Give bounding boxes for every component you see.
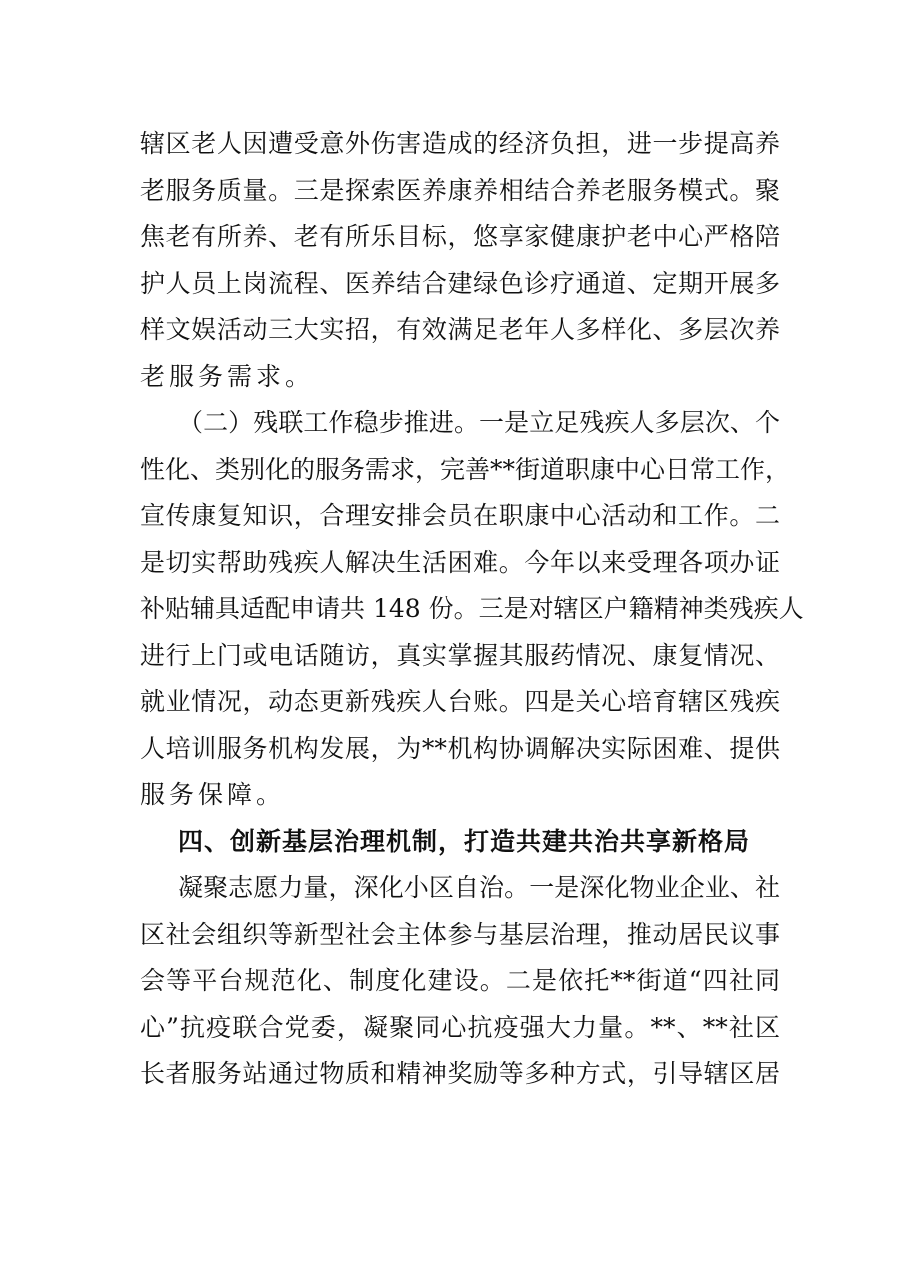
- paragraph-line: 会等平台规范化、制度化建设。二是依托**街道“四社同: [140, 966, 780, 995]
- paragraph-line: 辖区老人因遭受意外伤害造成的经济负担，进一步提高养: [140, 129, 780, 158]
- paragraph-line: 区社会组织等新型社会主体参与基层治理，推动居民议事: [140, 919, 780, 949]
- paragraph-line: 样文娱活动三大实招，有效满足老年人多样化、多层次养: [140, 315, 780, 344]
- paragraph-line: 老服务需求。: [140, 361, 315, 391]
- paragraph-line: 护人员上岗流程、医养结合建绿色诊疗通道、定期开展多: [140, 268, 780, 298]
- paragraph-line: 老服务质量。三是探索医养康养相结合养老服务模式。聚: [140, 175, 780, 205]
- document-body: [140, 121, 804, 1098]
- section-heading: 四、创新基层治理机制，打造共建共治共享新格局: [178, 826, 751, 856]
- paragraph-line: （二）残联工作稳步推进。一是立足残疾人多层次、个: [178, 408, 780, 437]
- paragraph-line: 服务保障。: [140, 780, 286, 809]
- paragraph-line: 宣传康复知识，合理安排会员在职康中心活动和工作。二: [140, 501, 780, 530]
- paragraph-line: 人培训服务机构发展，为**机构协调解决实际困难、提供: [140, 733, 780, 763]
- paragraph-line: 补贴辅具适配申请共 148 份。三是对辖区户籍精神类残疾人: [140, 594, 804, 623]
- paragraph-line: 是切实帮助残疾人解决生活困难。今年以来受理各项办证: [140, 547, 780, 577]
- paragraph-line: 凝聚志愿力量，深化小区自治。一是深化物业企业、社: [178, 873, 780, 902]
- paragraph-line: 焦老有所养、老有所乐目标，悠享家健康护老中心严格陪: [140, 222, 780, 251]
- paragraph-line: 就业情况，动态更新残疾人台账。四是关心培育辖区残疾: [140, 687, 780, 716]
- paragraph-line: 心”抗疫联合党委，凝聚同心抗疫强大力量。**、**社区: [140, 1012, 780, 1042]
- paragraph-line: 性化、类别化的服务需求，完善**街道职康中心日常工作，: [140, 454, 791, 484]
- paragraph-line: 长者服务站通过物质和精神奖励等多种方式，引导辖区居: [140, 1059, 780, 1088]
- paragraph-line: 进行上门或电话随访，真实掌握其服药情况、康复情况、: [140, 640, 780, 670]
